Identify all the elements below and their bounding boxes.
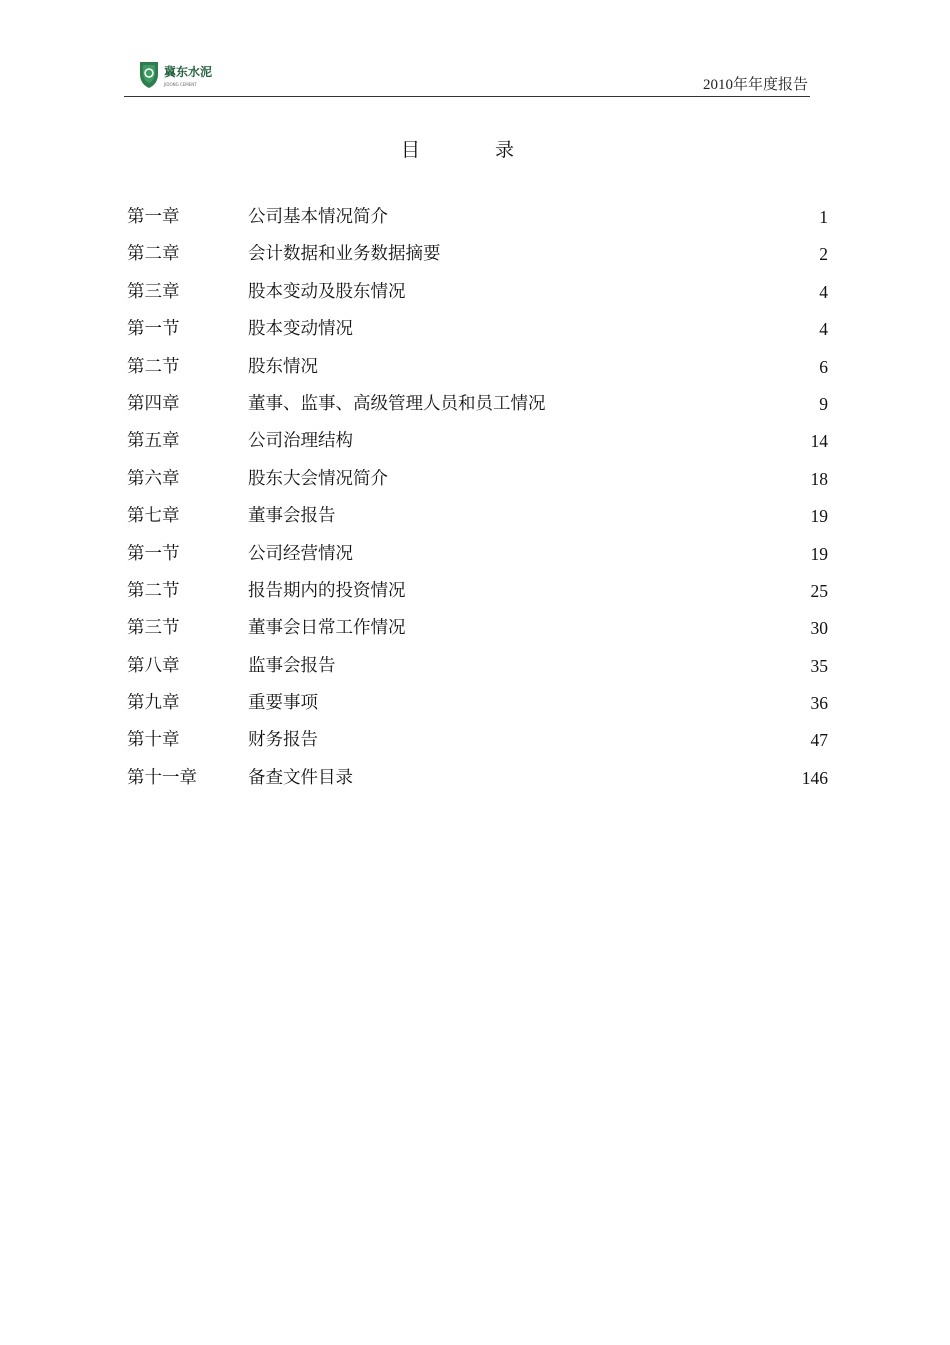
toc-section-title: 重要事项 [248,693,318,714]
toc-section-title: 公司治理结构 [248,431,353,452]
toc-page-number: 35 [810,655,828,676]
toc-entry[interactable] [0,536,950,573]
toc-entry[interactable] [0,311,950,348]
logo-subtext: JIDONG CEMENT [164,82,197,87]
toc-chapter-label: 第一节 [127,543,180,564]
toc-page-number: 19 [810,506,828,527]
toc-chapter-label: 第六章 [127,468,180,489]
toc-entry[interactable] [0,685,950,722]
toc-chapter-label: 第二节 [127,580,180,601]
toc-section-title: 董事会报告 [248,506,336,527]
toc-entry[interactable] [0,199,950,236]
toc-section-title: 财务报告 [248,730,318,751]
toc-entry[interactable] [0,573,950,610]
toc-chapter-label: 第九章 [127,693,180,714]
report-title: 2010年年度报告 [702,77,808,93]
toc-section-title: 备查文件目录 [248,767,353,788]
toc-section-title: 公司经营情况 [248,543,353,564]
toc-page-number: 6 [819,356,828,377]
toc-entry[interactable] [0,423,950,460]
toc-entry[interactable] [0,274,950,311]
toc-page-number: 1 [819,207,828,227]
toc-entry[interactable] [0,386,950,423]
toc-page-number: 4 [819,281,828,302]
toc-page-number: 4 [819,319,828,340]
toc-chapter-label: 第一节 [127,319,180,340]
toc-page-number: 19 [810,543,828,564]
toc-page-number: 146 [801,767,828,788]
toc-section-title: 董事、监事、高级管理人员和员工情况 [248,393,546,414]
toc-entry[interactable] [0,722,950,759]
toc-list [0,199,950,797]
page-header [124,52,810,97]
toc-chapter-label: 第十章 [127,730,180,751]
toc-entry[interactable] [0,236,950,273]
toc-entry[interactable] [0,498,950,535]
toc-page-number: 9 [819,393,828,414]
toc-section-title: 董事会日常工作情况 [248,618,406,639]
toc-section-title: 股本变动情况 [248,319,353,340]
toc-chapter-label: 第八章 [127,655,180,676]
toc-entry[interactable] [0,760,950,797]
toc-chapter-label: 第十一章 [127,767,197,788]
toc-page-number: 18 [810,468,828,489]
toc-chapter-label: 第四章 [127,393,180,414]
toc-chapter-label: 第七章 [127,506,180,527]
toc-title: 目录 [400,139,589,161]
logo-text: 冀东水泥 [164,65,213,79]
toc-entry[interactable] [0,349,950,386]
toc-chapter-label: 第一章 [127,207,180,227]
toc-page-number: 14 [810,431,828,452]
toc-page-number: 36 [810,693,828,714]
toc-section-title: 会计数据和业务数据摘要 [248,244,441,265]
company-logo [136,58,236,90]
toc-chapter-label: 第三节 [127,618,180,639]
toc-entry[interactable] [0,648,950,685]
toc-section-title: 股本变动及股东情况 [248,281,406,302]
toc-page-number: 2 [819,244,828,265]
toc-chapter-label: 第三章 [127,281,180,302]
toc-chapter-label: 第二章 [127,244,180,265]
shield-logo-icon [136,58,236,90]
toc-entry[interactable] [0,461,950,498]
toc-page-number: 30 [810,618,828,639]
toc-chapter-label: 第五章 [127,431,180,452]
toc-section-title: 股东大会情况简介 [248,468,388,489]
toc-page-number: 47 [810,730,828,751]
toc-section-title: 股东情况 [248,356,318,377]
toc-section-title: 公司基本情况简介 [248,207,388,227]
toc-section-title: 监事会报告 [248,655,336,676]
toc-page-number: 25 [810,580,828,601]
toc-chapter-label: 第二节 [127,356,180,377]
toc-section-title: 报告期内的投资情况 [248,580,406,601]
toc-entry[interactable] [0,610,950,647]
